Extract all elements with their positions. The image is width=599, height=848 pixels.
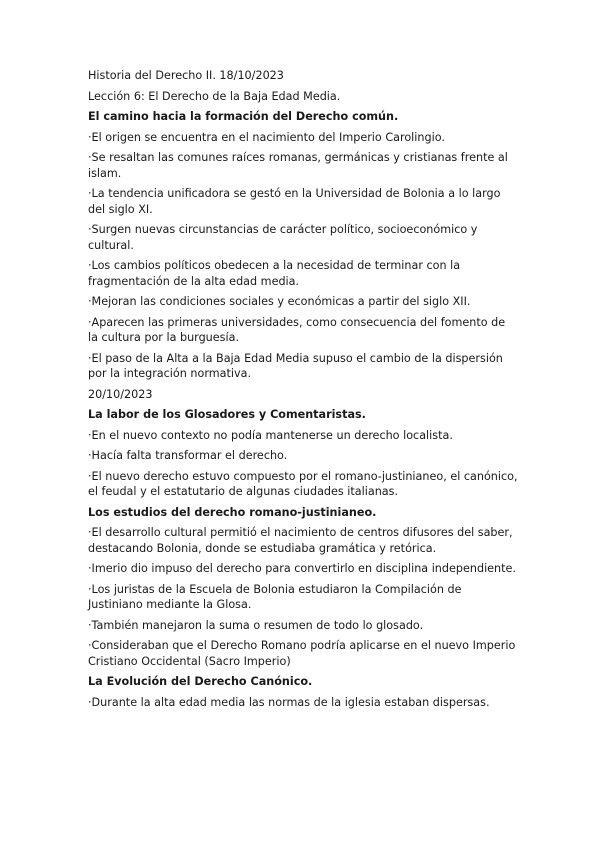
section-heading: La labor de los Glosadores y Comentaristas. [88, 408, 366, 421]
list-item: ·La tendencia unificadora se gestó en la Universidad de Bolonia a lo largo del siglo XI. [88, 187, 501, 216]
list-item: ·Se resaltan las comunes raíces romanas, germánicas y cristianas frente al islam. [88, 151, 508, 180]
list-item: ·En el nuevo contexto no podía mantenerse un derecho localista. [88, 428, 453, 442]
list-item: ·Surgen nuevas circunstancias de carácter político, socioeconómico y cultural. [88, 223, 478, 252]
document-header-title: Historia del Derecho II. 18/10/2023 [88, 69, 284, 82]
list-item: ·Consideraban que el Derecho Romano podría aplicarse en el nuevo Imperio Cristiano Occidental (Sacro Imperio) [88, 639, 516, 668]
section-heading: La Evolución del Derecho Canónico. [88, 675, 313, 688]
list-item: ·Imerio dio impuso del derecho para convertirlo en disciplina independiente. [88, 562, 516, 575]
list-item: ·Los juristas de la Escuela de Bolonia estudiaron la Compilación de Justiniano mediante la Glosa. [88, 582, 462, 611]
section-heading: El camino hacia la formación del Derecho común. [88, 110, 399, 123]
list-item: ·También manejaron la suma o resumen de todo lo glosado. [88, 618, 424, 632]
document-page [88, 68, 518, 715]
list-item: ·El nuevo derecho estuvo compuesto por el romano-justinianeo, el canónico, el feudal y el estatutario de algunas ciudades italianas. [88, 469, 518, 498]
list-item: ·El paso de la Alta a la Baja Edad Media supuso el cambio de la dispersión por la integración normativa. [88, 351, 503, 380]
list-item: ·El origen se encuentra en el nacimiento del Imperio Carolingio. [88, 130, 445, 144]
lesson-title: Lección 6: El Derecho de la Baja Edad Media. [88, 89, 341, 103]
section-heading: Los estudios del derecho romano-justinianeo. [88, 505, 377, 519]
list-item: ·Mejoran las condiciones sociales y económicas a partir del siglo XII. [88, 295, 471, 308]
list-item: ·El desarrollo cultural permitió el nacimiento de centros difusores del saber, destacando Bolonia, donde se estudiaba gramática y retórica. [88, 526, 513, 555]
list-item: ·Los cambios políticos obedecen a la necesidad de terminar con la fragmentación de la alta edad media. [88, 259, 461, 288]
list-item: ·Aparecen las primeras universidades, como consecuencia del fomento de la cultura por la burguesía. [88, 315, 506, 344]
list-item: ·Durante la alta edad media las normas de la iglesia estaban dispersas. [88, 695, 490, 709]
date-label: 20/10/2023 [88, 387, 153, 401]
list-item: ·Hacía falta transformar el derecho. [88, 449, 288, 462]
